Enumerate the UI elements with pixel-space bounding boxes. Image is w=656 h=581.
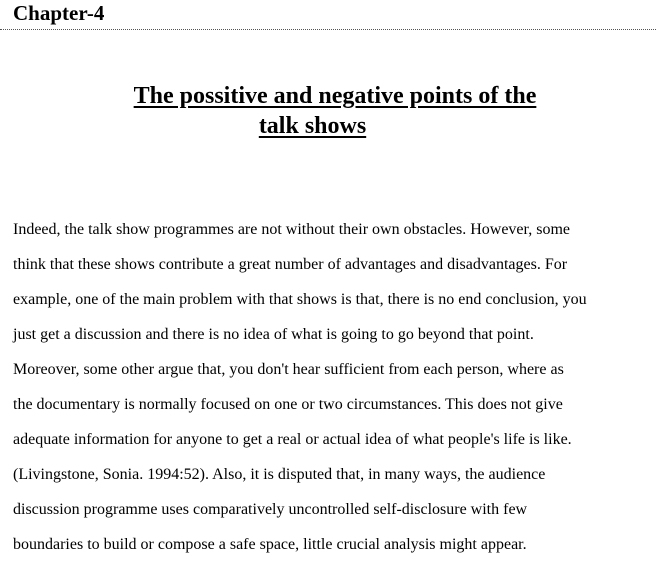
body-line: Indeed, the talk show programmes are not without their own obstacles. However, some [13, 221, 570, 238]
chapter-label: Chapter-4 [13, 1, 105, 25]
body-line: think that these shows contribute a great number of advantages and disadvantages. For [13, 256, 568, 273]
body-line: just get a discussion and there is no idea of what is going to go beyond that point. [13, 326, 534, 343]
body-line: discussion programme uses comparatively uncontrolled self-disclosure with few [13, 501, 528, 518]
body-line: (Livingstone, Sonia. 1994:52). Also, it is disputed that, in many ways, the audience [13, 466, 546, 483]
chapter-header [0, 0, 656, 30]
body-paragraph [13, 212, 653, 562]
body-line: the documentary is normally focused on one or two circumstances. This does not give [13, 396, 563, 413]
body-line: adequate information for anyone to get a real or actual idea of what people's life is like. [13, 431, 572, 448]
body-line: boundaries to build or compose a safe space, little crucial analysis might appear. [13, 536, 527, 553]
body-line: example, one of the main problem with that shows is that, there is no end conclusion, you [13, 291, 587, 308]
title-line-2: talk shows [258, 113, 367, 139]
body-line: Moreover, some other argue that, you don't hear sufficient from each person, where as [13, 361, 564, 378]
title-line-1: The possitive and negative points of the [133, 83, 537, 109]
